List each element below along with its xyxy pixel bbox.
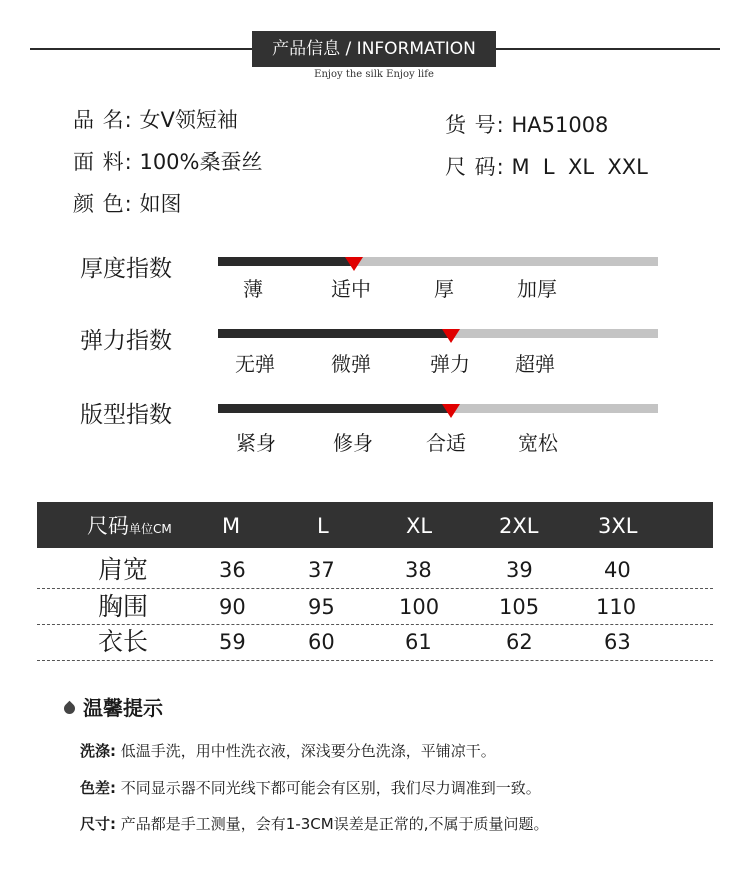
row-divider xyxy=(37,660,713,661)
fit-index-label: 版型指数 xyxy=(80,402,172,428)
table-cell: 39 xyxy=(506,558,533,582)
fit-index-marker xyxy=(442,404,460,418)
tip-size xyxy=(80,813,548,834)
tip-size-label: 尺寸: xyxy=(80,815,116,833)
thickness-index-marker xyxy=(345,257,363,271)
row-label: 衣长 xyxy=(98,627,149,656)
info-size-value: M L XL XXL xyxy=(511,155,648,179)
table-cell: 95 xyxy=(308,595,335,619)
tips-title xyxy=(62,692,163,721)
thickness-option: 薄 xyxy=(243,277,263,301)
section-subtitle: Enjoy the silk Enjoy life xyxy=(314,69,434,80)
fit-option: 修身 xyxy=(333,431,373,455)
size-column-header: M xyxy=(222,514,241,538)
thickness-index-fill xyxy=(218,257,354,266)
row-label: 肩宽 xyxy=(98,555,149,584)
elasticity-index-bar xyxy=(218,329,658,338)
fit-option: 合适 xyxy=(426,431,466,455)
table-cell: 38 xyxy=(405,558,432,582)
size-column-header: 2XL xyxy=(499,514,539,538)
thickness-index-bar xyxy=(218,257,658,266)
header-line-left xyxy=(30,48,252,50)
tip-washing-text: 低温手洗，用中性洗衣液，深浅要分色洗涤，平铺凉干。 xyxy=(120,742,496,760)
table-row xyxy=(37,589,713,625)
table-cell: 90 xyxy=(219,595,246,619)
info-name xyxy=(73,105,238,135)
info-color xyxy=(73,189,181,219)
size-table-header-label xyxy=(87,502,172,553)
table-cell: 36 xyxy=(219,558,246,582)
fit-option: 紧身 xyxy=(236,431,276,455)
info-sku xyxy=(445,110,608,140)
elasticity-option: 无弹 xyxy=(235,352,275,376)
table-cell: 110 xyxy=(596,595,637,619)
water-drop-icon xyxy=(62,701,78,717)
header-line-right xyxy=(496,48,720,50)
table-cell: 60 xyxy=(308,630,335,654)
thickness-option: 厚 xyxy=(434,277,454,301)
elasticity-option: 超弹 xyxy=(515,352,555,376)
size-column-header: 3XL xyxy=(598,514,638,538)
size-column-header: XL xyxy=(406,514,433,538)
fit-index-bar xyxy=(218,404,658,413)
info-material-label: 面 料: xyxy=(73,150,133,174)
table-cell: 37 xyxy=(308,558,335,582)
tip-washing-label: 洗涤: xyxy=(80,742,116,760)
row-label: 胸围 xyxy=(98,592,149,621)
elasticity-option: 微弹 xyxy=(331,352,371,376)
table-cell: 40 xyxy=(604,558,631,582)
thickness-index-label: 厚度指数 xyxy=(80,256,172,282)
table-row xyxy=(37,624,713,660)
tip-color-difference xyxy=(80,777,541,798)
size-header-unit: 单位CM xyxy=(129,522,172,536)
tip-size-text: 产品都是手工测量，会有1-3CM误差是正常的,不属于质量问题。 xyxy=(120,815,549,833)
table-cell: 61 xyxy=(405,630,432,654)
fit-option: 宽松 xyxy=(518,431,558,455)
table-cell: 105 xyxy=(499,595,540,619)
elasticity-index-fill xyxy=(218,329,451,338)
info-sku-label: 货 号: xyxy=(445,113,505,137)
thickness-option: 加厚 xyxy=(517,277,557,301)
elasticity-option: 弹力 xyxy=(430,352,470,376)
tips-title-text: 温馨提示 xyxy=(83,696,163,720)
elasticity-index-label: 弹力指数 xyxy=(80,328,172,354)
size-column-header: L xyxy=(317,514,329,538)
info-size xyxy=(445,152,648,182)
elasticity-index-marker xyxy=(442,329,460,343)
thickness-option: 适中 xyxy=(331,277,371,301)
table-cell: 63 xyxy=(604,630,631,654)
tip-washing xyxy=(80,740,496,761)
info-name-value: 女V领短袖 xyxy=(139,108,238,132)
table-row xyxy=(37,552,713,588)
size-header-title: 尺码 xyxy=(87,514,129,538)
table-cell: 100 xyxy=(399,595,440,619)
info-color-value: 如图 xyxy=(139,192,182,216)
info-color-label: 颜 色: xyxy=(73,192,133,216)
fit-index-fill xyxy=(218,404,451,413)
info-material-value: 100%桑蚕丝 xyxy=(139,150,263,174)
section-title: 产品信息 / INFORMATION xyxy=(252,31,496,67)
table-cell: 59 xyxy=(219,630,246,654)
info-size-label: 尺 码: xyxy=(445,155,505,179)
tip-color-label: 色差: xyxy=(80,779,116,797)
table-cell: 62 xyxy=(506,630,533,654)
info-name-label: 品 名: xyxy=(73,108,133,132)
size-table-header xyxy=(37,502,713,548)
tip-color-text: 不同显示器不同光线下都可能会有区别，我们尽力调准到一致。 xyxy=(120,779,541,797)
info-sku-value: HA51008 xyxy=(511,113,609,137)
info-material xyxy=(73,147,263,177)
